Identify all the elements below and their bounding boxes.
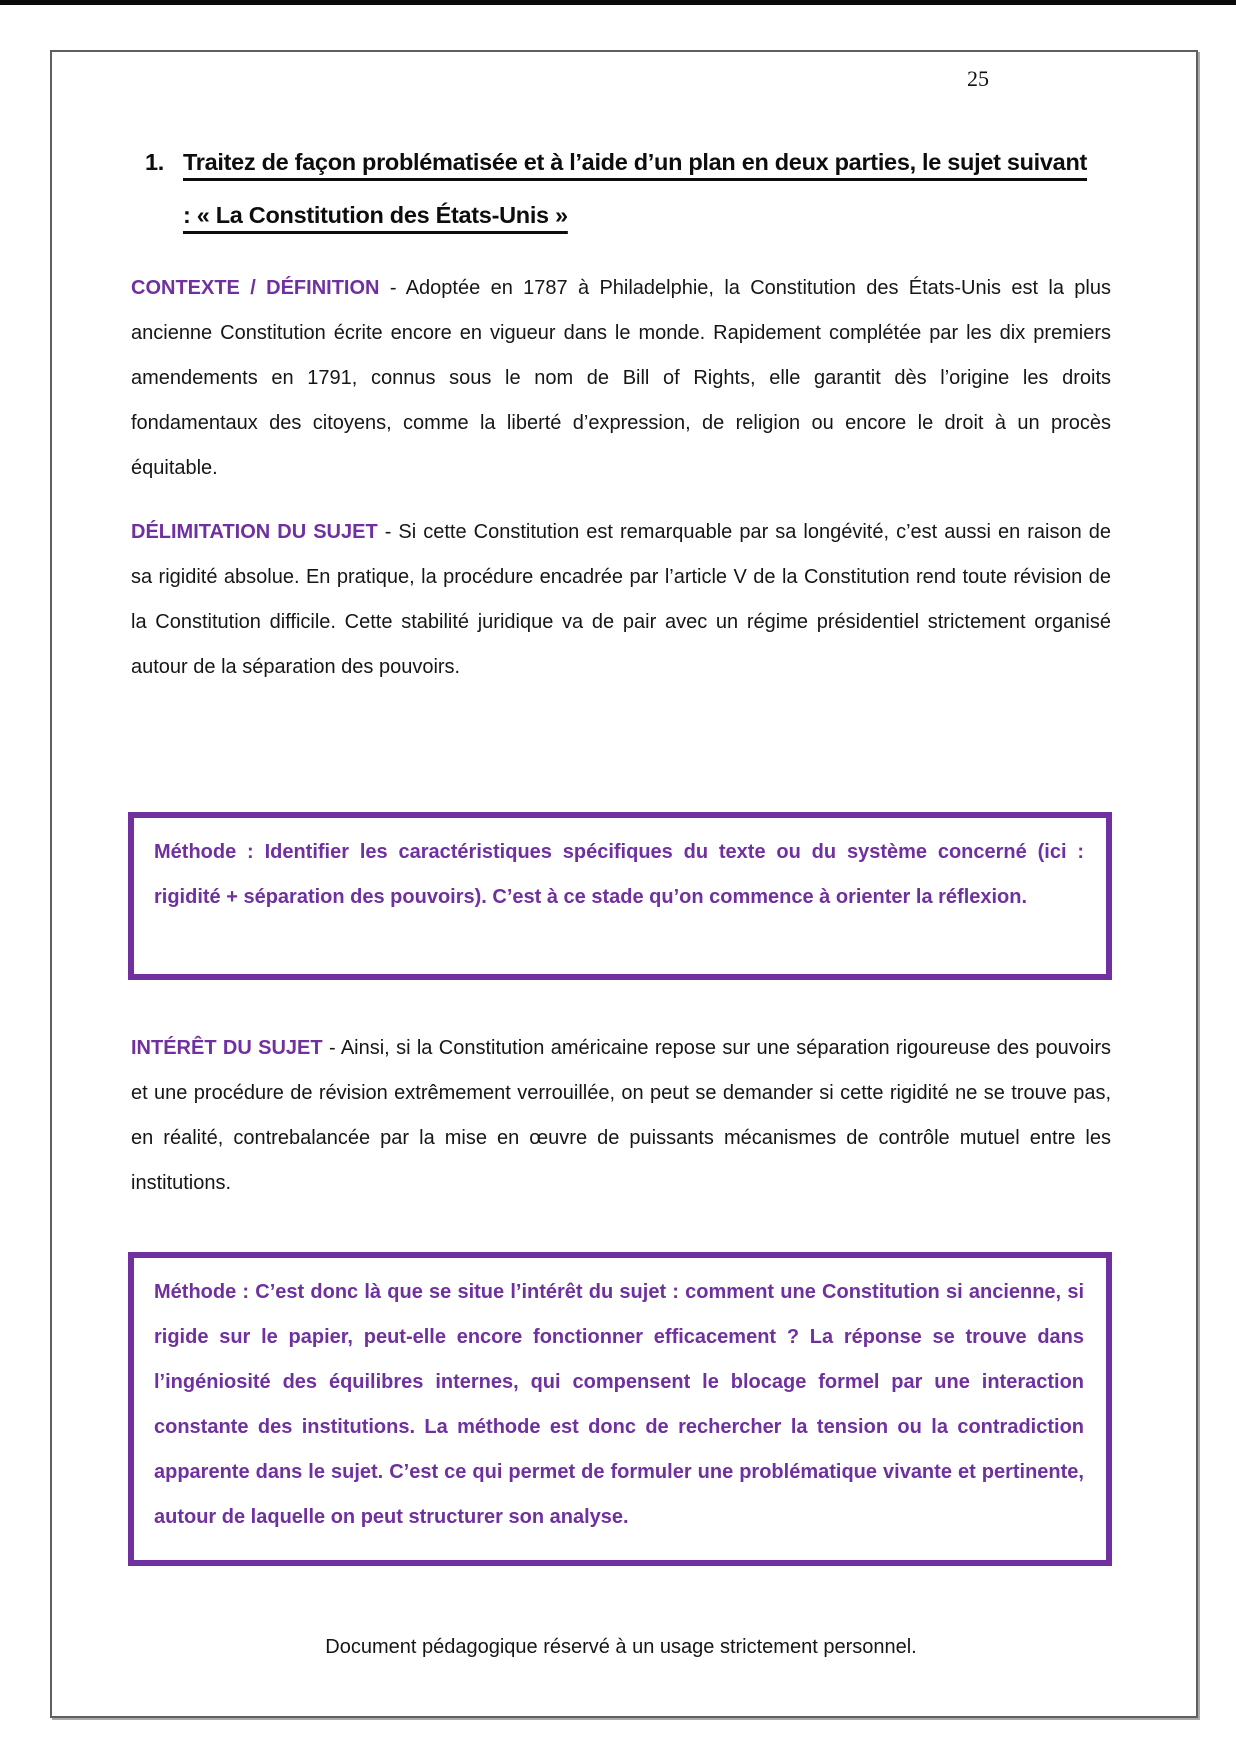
page-number: 25 <box>967 66 989 91</box>
exercise-heading <box>145 136 1090 242</box>
method-box-1-body: Identifier les caractéristiques spécifiques du texte ou du système concerné (ici : rigidité + séparation des pouvoirs). C’est à ce stade qu’on commence à orienter la réflexion. <box>154 841 1084 908</box>
section-body-interet-du-sujet: - Ainsi, si la Constitution américaine repose sur une séparation rigoureuse des pouvoirs et une procédure de révision extrêmement verrouillée, on peut se demander si cette rigidité ne se trouve pas, en réalité, contrebalancée par la mise en œuvre de puissants mécanismes de contrôle mutuel entre les institutions. <box>131 1037 1111 1194</box>
method-box-identification <box>128 812 1112 980</box>
heading-list-number: 1. <box>145 149 164 175</box>
method-box-problematique <box>128 1252 1112 1566</box>
method-box-1-label: Méthode : <box>154 841 254 863</box>
section-body-delimitation-du-sujet: - Si cette Constitution est remarquable par sa longévité, c’est aussi en raison de sa rigidité absolue. En pratique, la procédure encadrée par l’article V de la Constitution rend toute révision de la Constitution difficile. Cette stabilité juridique va de pair avec un régime présidentiel strictement organisé autour de la séparation des pouvoirs. <box>131 521 1112 678</box>
heading-title-text: Traitez de façon problématisée et à l’aide d’un plan en deux parties, le sujet suivant : « La Constitution des États-Unis » <box>183 149 1088 228</box>
paragraph-contexte-definition <box>131 266 1111 491</box>
screen-top-edge <box>0 0 1236 5</box>
section-label-delimitation-du-sujet: DÉLIMITATION DU SUJET <box>131 521 378 543</box>
section-label-interet-du-sujet: INTÉRÊT DU SUJET <box>131 1037 323 1059</box>
method-box-2-body: C’est donc là que se situe l’intérêt du sujet : comment une Constitution si ancienne, si rigide sur le papier, peut-elle encore fonctionner efficacement ? La réponse se trouve dans l’ingéniosité des équilibres internes, qui compensent le blocage formel par une interaction constante des institutions. La méthode est donc de rechercher la tension ou la contradiction apparente dans le sujet. C’est ce qui permet de formuler une problématique vivante et pertinente, autour de laquelle on peut structurer son analyse. <box>154 1281 1084 1528</box>
paragraph-interet-du-sujet <box>131 1026 1111 1206</box>
section-body-contexte-definition: - Adoptée en 1787 à Philadelphie, la Constitution des États-Unis est la plus ancienne Constitution écrite encore en vigueur dans le monde. Rapidement complétée par les dix premiers amendements en 1791, connus sous le nom de Bill of Rights, elle garantit dès l’origine les droits fondamentaux des citoyens, comme la liberté d’expression, de religion ou encore le droit à un procès équitable. <box>131 277 1111 479</box>
footer-disclaimer: Document pédagogique réservé à un usage strictement personnel. <box>325 1636 917 1658</box>
section-label-contexte-definition: CONTEXTE / DÉFINITION <box>131 277 380 299</box>
method-box-2-label: Méthode : <box>154 1281 250 1303</box>
paragraph-delimitation-du-sujet <box>131 510 1111 690</box>
